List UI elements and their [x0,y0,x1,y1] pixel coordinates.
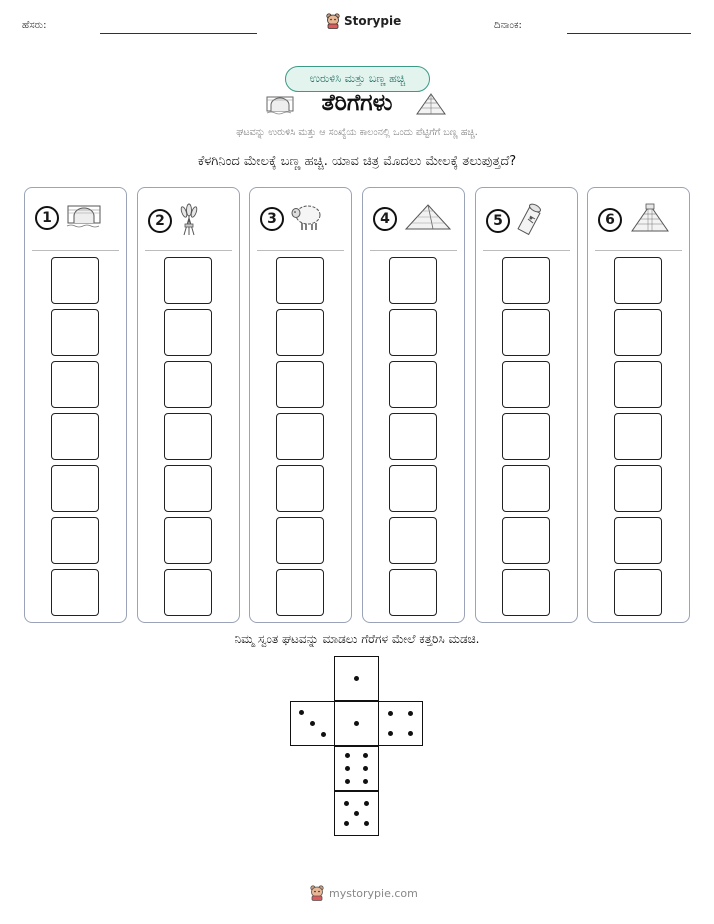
color-box[interactable] [389,309,437,356]
name-label: ಹೆಸರು: [22,20,47,31]
page-title: ತೆರಿಗೆಗಳು [321,90,393,116]
color-box[interactable] [389,517,437,564]
brand-logo [326,13,401,29]
color-box[interactable] [502,309,550,356]
color-box[interactable] [164,257,212,304]
color-box[interactable] [51,361,99,408]
color-box[interactable] [164,361,212,408]
column-divider [145,250,232,251]
die-pip [364,821,369,826]
date-label: ದಿನಾಂಕ: [494,20,522,31]
color-box[interactable] [614,309,662,356]
date-line[interactable] [567,33,691,34]
activity-tag: ಉರುಳಿಸಿ ಮತ್ತು ಬಣ್ಣ ಹಚ್ಚಿ [285,66,430,92]
column-number: 5 [486,209,510,233]
column-5 [475,187,578,623]
die-pip [388,731,393,736]
die-pip [408,731,413,736]
color-box[interactable] [614,517,662,564]
color-box[interactable] [276,569,324,616]
die-pip [345,766,350,771]
die-face-1 [334,656,379,701]
color-box[interactable] [276,517,324,564]
bear-mascot-icon [326,13,340,29]
color-box[interactable] [614,465,662,512]
color-box[interactable] [614,361,662,408]
column-3 [249,187,352,623]
column-number: 1 [35,206,59,230]
column-header [486,202,546,240]
die-face-1 [334,701,379,746]
column-divider [595,250,682,251]
die-pip [345,779,350,784]
step-pyramid-icon [628,202,672,238]
column-number: 3 [260,207,284,231]
cut-note: ನಿಮ್ಮ ಸ್ವಂತ ಘಟವನ್ನು ಮಾಡಲು ಗೆರೆಗಳ ಮೇಲೆ ಕತ್ತರಿಸಿ ಮಡಚಿ. [234,632,480,646]
color-box[interactable] [614,569,662,616]
column-header [598,202,672,238]
bridge-icon [65,202,103,234]
footer [310,885,418,901]
name-line[interactable] [100,33,257,34]
pyramid-icon [403,202,453,236]
column-divider [483,250,570,251]
color-box[interactable] [276,309,324,356]
color-box[interactable] [51,517,99,564]
color-box[interactable] [389,361,437,408]
die-pip [363,779,368,784]
die-face-3 [290,701,335,746]
bear-mascot-icon [310,885,324,901]
color-box[interactable] [164,309,212,356]
color-box[interactable] [276,257,324,304]
color-box[interactable] [164,569,212,616]
column-number: 4 [373,207,397,231]
column-number: 2 [148,209,172,233]
die-pip [299,710,304,715]
die-pip [363,753,368,758]
color-box[interactable] [502,569,550,616]
die-pip [363,766,368,771]
scroll-icon [516,202,546,240]
column-header [148,202,200,240]
column-header [373,202,453,236]
color-box[interactable] [164,465,212,512]
column-divider [32,250,119,251]
color-box[interactable] [614,257,662,304]
column-divider [370,250,457,251]
color-box[interactable] [276,361,324,408]
die-face-5 [334,791,379,836]
step-pyramid-icon [414,91,448,117]
column-divider [257,250,344,251]
color-box[interactable] [502,517,550,564]
color-box[interactable] [389,465,437,512]
die-pip [354,811,359,816]
color-box[interactable] [51,309,99,356]
footer-site: mystorypie.com [329,886,418,900]
color-box[interactable] [51,413,99,460]
column-header [35,202,103,234]
color-box[interactable] [276,465,324,512]
column-4 [362,187,465,623]
instruction: ಕೆಳಗಿನಿಂದ ಮೇಲಕ್ಕೆ ಬಣ್ಣ ಹಚ್ಚಿ. ಯಾವ ಚಿತ್ರ ಮೊದಲು ಮೇಲಕ್ಕೆ ತಲುಪುತ್ತದೆ? [197,154,517,169]
color-box[interactable] [389,569,437,616]
die-face-4 [378,701,423,746]
color-box[interactable] [51,569,99,616]
color-box[interactable] [389,257,437,304]
subtitle: ಘಟವನ್ನು ಉರುಳಿಸಿ ಮತ್ತು ಆ ಸಂಖ್ಯೆಯ ಕಾಲಂನಲ್ಲಿ ಒಂದು ಪೆಟ್ಟಿಗೆಗೆ ಬಣ್ಣ ಹಚ್ಚಿ. [236,127,478,138]
color-box[interactable] [164,517,212,564]
color-box[interactable] [502,361,550,408]
die-face-6 [334,746,379,791]
color-box[interactable] [164,413,212,460]
color-box[interactable] [51,465,99,512]
die-pip [354,721,359,726]
column-6 [587,187,690,623]
color-box[interactable] [502,413,550,460]
column-2 [137,187,240,623]
color-box[interactable] [389,413,437,460]
color-box[interactable] [276,413,324,460]
color-box[interactable] [614,413,662,460]
die-pip [345,753,350,758]
die-pip [344,821,349,826]
sheep-icon [290,202,324,236]
column-number: 6 [598,208,622,232]
die-pip [364,801,369,806]
color-box[interactable] [502,465,550,512]
die-pip [310,721,315,726]
column-1 [24,187,127,623]
die-pip [408,711,413,716]
color-box[interactable] [502,257,550,304]
column-header [260,202,324,236]
die-pip [354,676,359,681]
die-pip [388,711,393,716]
die-pip [321,732,326,737]
brand-name: Storypie [344,14,402,28]
die-pip [344,801,349,806]
wheat-bundle-icon [178,202,200,240]
color-box[interactable] [51,257,99,304]
